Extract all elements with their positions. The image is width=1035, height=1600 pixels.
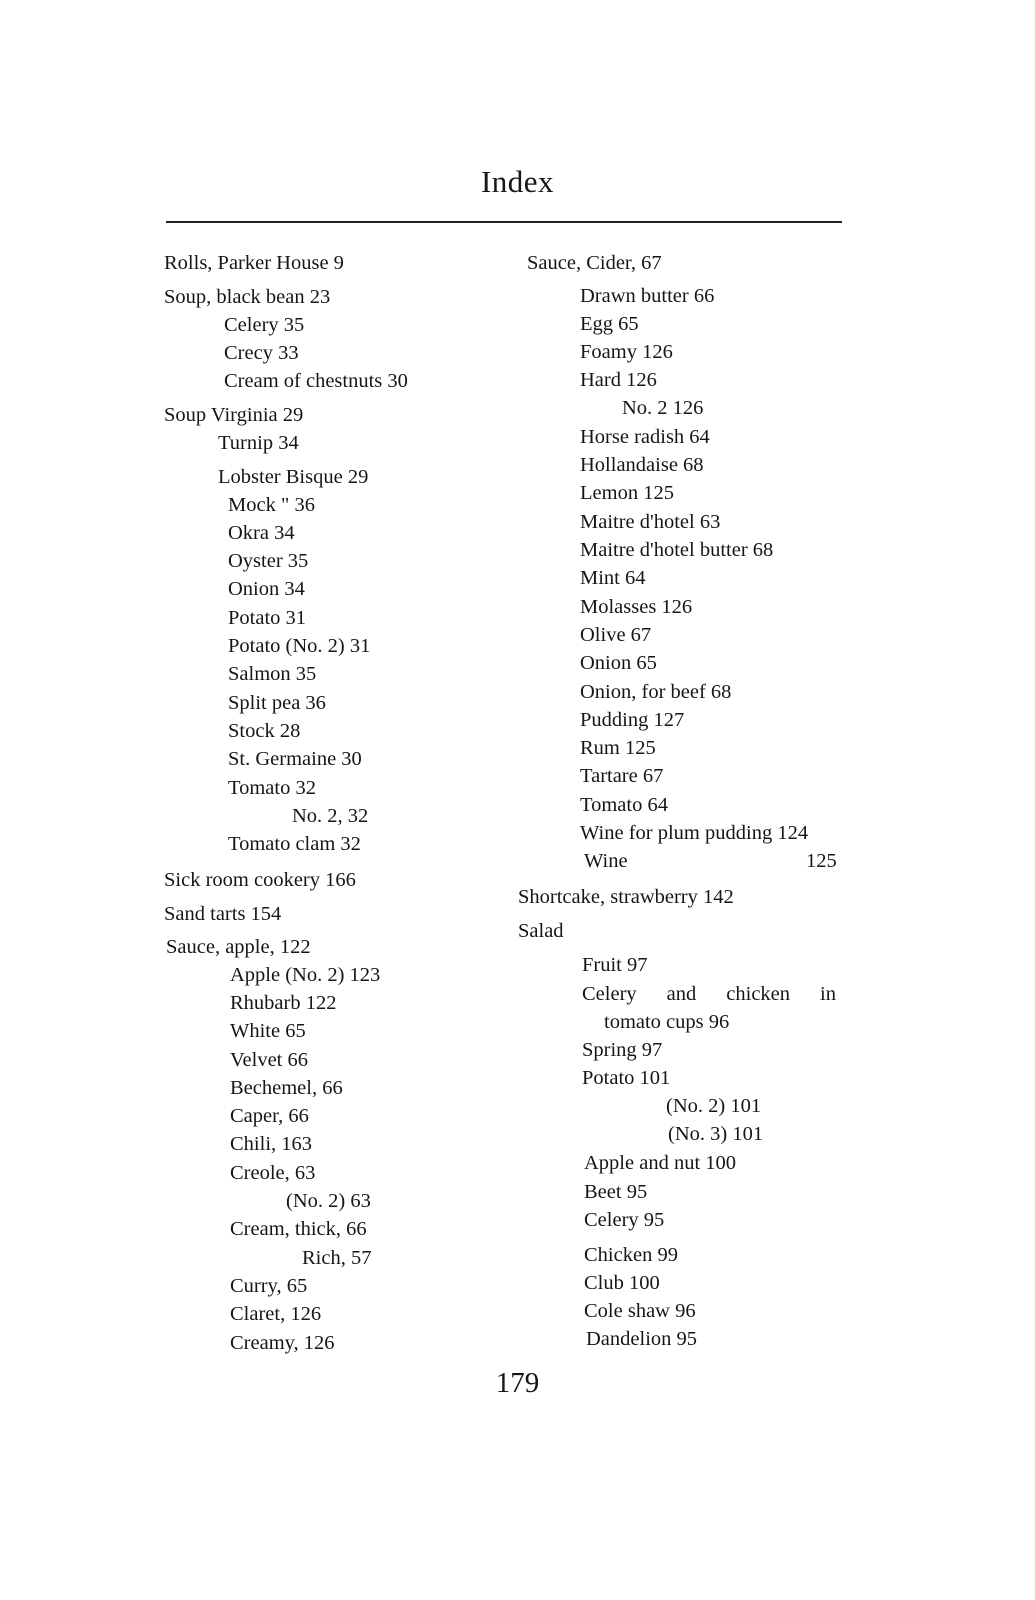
left-index-entry: Okra 34 <box>228 522 295 544</box>
right-index-entry: Fruit 97 <box>582 954 648 976</box>
left-index-entry: Bechemel, 66 <box>230 1077 343 1099</box>
right-index-entry: Lemon 125 <box>580 482 674 504</box>
page-title: Index <box>480 164 555 199</box>
left-index-entry: Cream, thick, 66 <box>230 1218 367 1240</box>
left-index-entry: Soup, black bean 23 <box>164 286 331 308</box>
left-index-entry: Celery 35 <box>224 314 305 336</box>
right-index-entry: tomato cups 96 <box>604 1011 730 1033</box>
left-index-entry: Soup Virginia 29 <box>164 404 304 426</box>
right-index-entry: Spring 97 <box>582 1039 663 1061</box>
left-index-entry: Stock 28 <box>228 720 301 742</box>
right-index-entry: Tartare 67 <box>580 765 664 787</box>
left-index-entry: Sand tarts 154 <box>164 903 282 925</box>
left-index-entry: Chili, 163 <box>230 1133 313 1155</box>
right-index-entry: Tomato 64 <box>580 794 668 816</box>
left-index-entry: Tomato clam 32 <box>228 833 361 855</box>
right-index-entry: (No. 2) 101 <box>666 1095 762 1117</box>
right-index-entry: Horse radish 64 <box>580 426 710 448</box>
right-index-entry: No. 2 126 <box>622 397 704 419</box>
right-index-entry: Olive 67 <box>580 624 652 646</box>
right-index-entry: Celery and chicken in <box>582 983 836 1005</box>
left-index-entry: Potato 31 <box>228 607 307 629</box>
left-index-entry: Sauce, apple, 122 <box>166 936 311 958</box>
left-index-entry: Salmon 35 <box>228 663 317 685</box>
right-index-entry: Potato 101 <box>582 1067 671 1089</box>
right-index-entry: Club 100 <box>584 1272 660 1294</box>
right-index-entry: Pudding 127 <box>580 709 685 731</box>
page-number: 179 <box>495 1367 540 1399</box>
left-index-entry: (No. 2) 63 <box>286 1190 371 1212</box>
right-index-entry: Molasses 126 <box>580 596 693 618</box>
left-index-entry: Caper, 66 <box>230 1105 309 1127</box>
left-index-entry: Creole, 63 <box>230 1162 316 1184</box>
right-index-entry: Chicken 99 <box>584 1244 678 1266</box>
left-index-entry: Rhubarb 122 <box>230 992 337 1014</box>
right-index-entry: Rum 125 <box>580 737 656 759</box>
right-index-entry: Hard 126 <box>580 369 657 391</box>
right-index-entry: Apple and nut 100 <box>584 1152 737 1174</box>
right-index-entry: Sauce, Cider, 67 <box>527 252 662 274</box>
right-index-entry: Onion, for beef 68 <box>580 681 732 703</box>
left-index-entry: Rolls, Parker House 9 <box>164 252 344 274</box>
left-index-entry: Sick room cookery 166 <box>164 869 356 891</box>
left-index-entry: St. Germaine 30 <box>228 748 362 770</box>
left-index-entry: Creamy, 126 <box>230 1332 335 1354</box>
right-index-entry: Celery 95 <box>584 1209 665 1231</box>
right-index-entry: Foamy 126 <box>580 341 673 363</box>
right-index-entry: Wine for plum pudding 124 <box>580 822 809 844</box>
right-index-entry: Salad <box>518 920 564 942</box>
left-index-entry: Crecy 33 <box>224 342 299 364</box>
left-index-entry: Cream of chestnuts 30 <box>224 370 408 392</box>
right-index-entry: Cole shaw 96 <box>584 1300 696 1322</box>
left-index-entry: Curry, 65 <box>230 1275 308 1297</box>
left-index-entry: Lobster Bisque 29 <box>218 466 369 488</box>
right-index-entry: Onion 65 <box>580 652 657 674</box>
right-index-entry: Mint 64 <box>580 567 646 589</box>
left-index-entry: Split pea 36 <box>228 692 326 714</box>
right-index-entry: (No. 3) 101 <box>668 1123 764 1145</box>
left-index-entry: Turnip 34 <box>218 432 299 454</box>
right-index-entry: 125 <box>806 850 837 872</box>
right-index-entry: Dandelion 95 <box>586 1328 698 1350</box>
right-index-entry: Hollandaise 68 <box>580 454 704 476</box>
right-index-entry: Shortcake, strawberry 142 <box>518 886 734 908</box>
left-index-entry: Tomato 32 <box>228 777 316 799</box>
right-index-entry: Maitre d'hotel butter 68 <box>580 539 774 561</box>
right-index-entry: Wine <box>584 850 628 872</box>
left-index-entry: Rich, 57 <box>302 1247 372 1269</box>
left-index-entry: White 65 <box>230 1020 306 1042</box>
right-index-entry: Maitre d'hotel 63 <box>580 511 721 533</box>
right-index-entry: Beet 95 <box>584 1181 648 1203</box>
left-index-entry: Mock " 36 <box>228 494 315 516</box>
left-index-entry: Potato (No. 2) 31 <box>228 635 371 657</box>
left-index-entry: Apple (No. 2) 123 <box>230 964 381 986</box>
right-index-entry: Drawn butter 66 <box>580 285 715 307</box>
left-index-entry: Velvet 66 <box>230 1049 308 1071</box>
right-index-entry: Egg 65 <box>580 313 639 335</box>
left-index-entry: Claret, 126 <box>230 1303 322 1325</box>
left-index-entry: Onion 34 <box>228 578 305 600</box>
left-index-entry: Oyster 35 <box>228 550 309 572</box>
left-index-entry: No. 2, 32 <box>292 805 369 827</box>
